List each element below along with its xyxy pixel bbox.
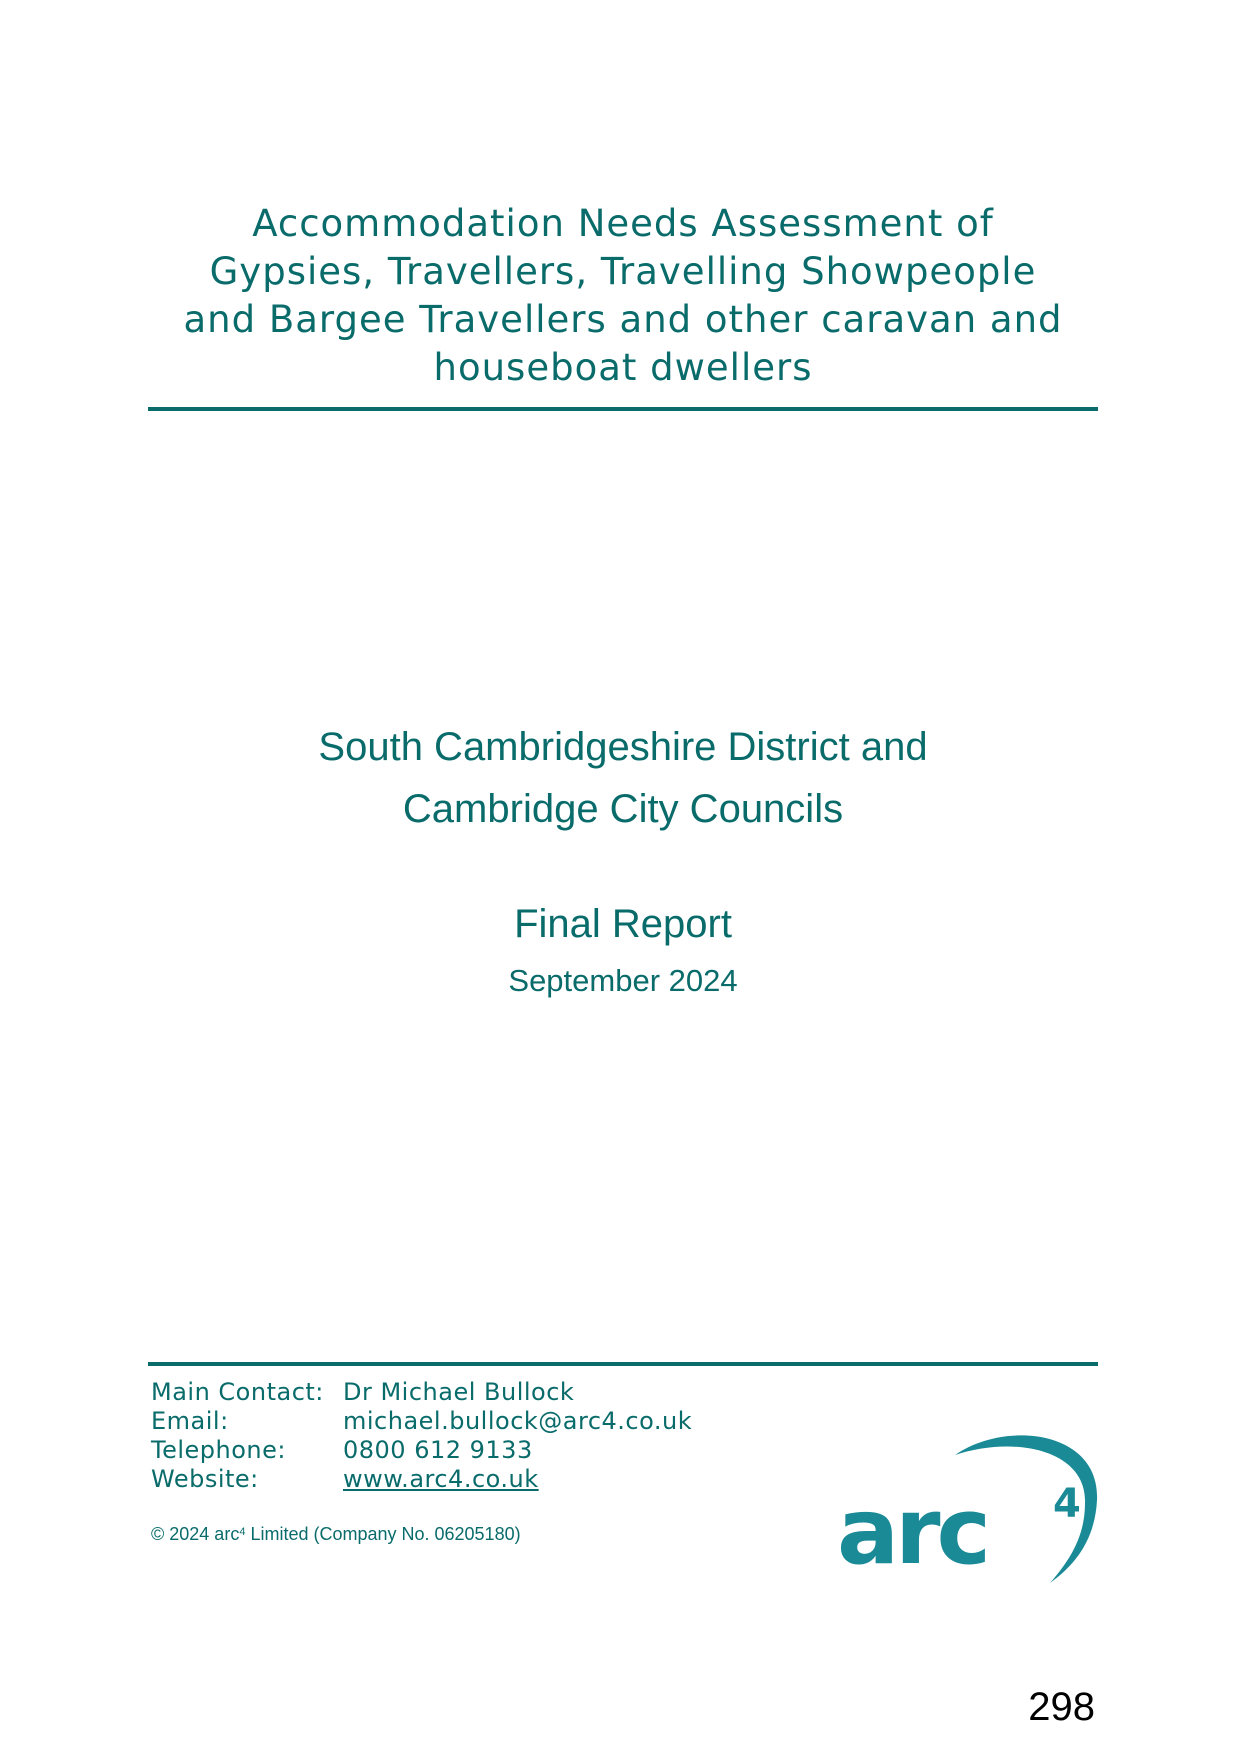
contact-details [151, 1378, 692, 1494]
telephone-value: 0800 612 9133 [343, 1436, 533, 1464]
contact-divider [148, 1362, 1098, 1366]
telephone-label: Telephone: [151, 1436, 286, 1464]
email-label: Email: [151, 1407, 229, 1435]
report-date: September 2024 [508, 963, 738, 998]
website-label: Website: [151, 1465, 259, 1493]
client-name [148, 716, 1098, 840]
title-line-1: Accommodation Needs Assessment of [252, 202, 994, 245]
main-contact-value: Dr Michael Bullock [343, 1378, 575, 1406]
title-line-3: and Bargee Travellers and other caravan and [183, 298, 1063, 341]
email-value: michael.bullock@arc4.co.uk [343, 1407, 693, 1435]
client-line-1: South Cambridgeshire District and [318, 725, 928, 769]
copyright-prefix: © 2024 arc [151, 1524, 240, 1544]
title-line-4: houseboat dwellers [433, 346, 813, 389]
logo-superscript: 4 [1053, 1481, 1081, 1527]
logo-wordmark: arc [837, 1478, 987, 1585]
contact-row-telephone [151, 1436, 692, 1465]
title-divider [148, 407, 1098, 411]
arc4-logo [835, 1425, 1105, 1585]
report-title [148, 200, 1098, 392]
contact-row-website [151, 1465, 692, 1494]
contact-row-email [151, 1407, 692, 1436]
copyright-superscript: 4 [239, 1526, 246, 1538]
copyright-suffix: Limited (Company No. 06205180) [245, 1524, 521, 1544]
main-contact-label: Main Contact: [151, 1378, 324, 1406]
title-line-2: Gypsies, Travellers, Travelling Showpeople [209, 250, 1037, 293]
report-type: Final Report [514, 902, 732, 946]
page-number: 298 [1028, 1685, 1095, 1729]
website-link[interactable]: www.arc4.co.uk [343, 1465, 539, 1493]
copyright-notice [151, 1523, 521, 1545]
contact-row-main [151, 1378, 692, 1407]
client-line-2: Cambridge City Councils [402, 787, 844, 831]
